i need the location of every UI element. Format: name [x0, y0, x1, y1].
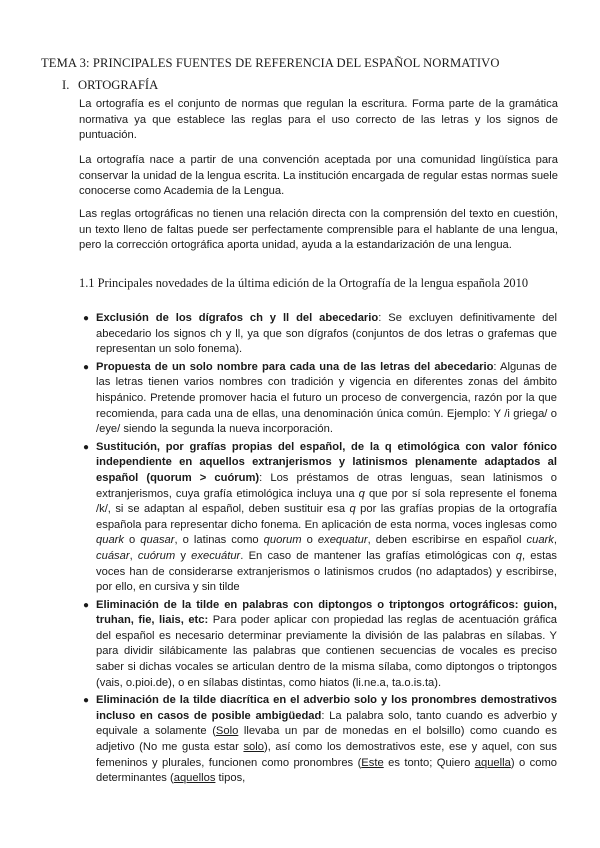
novelties-list: [83, 311, 558, 789]
underlined-word: aquella: [474, 756, 511, 769]
list-item: [83, 440, 558, 596]
bullet-icon: ●: [83, 695, 90, 707]
text-run: es tonto; Quiero: [383, 756, 475, 769]
list-item-heading: Sustitución, por grafías propias del español, de la q etimológica con valor fónico independiente en aquellos extranjerismos y latinismos plenamente adaptados al español (quorum > cuórum): [96, 440, 557, 484]
italic-word: exequatur: [317, 534, 368, 547]
section-number: I.: [62, 78, 70, 92]
list-item-heading: Eliminación de la tilde diacrítica en el adverbio solo y los pronombres demostrativos incluso en casos de posible ambigüedad: [96, 694, 557, 722]
underlined-word: aquellos: [173, 772, 216, 785]
text-run: , estas voces han de considerarse extranjerismos o latinismos crudos (no adaptados) y escribirse, por ello, en cursiva y sin tilde: [96, 549, 558, 594]
text-run: : La palabra solo, tanto cuando es adverbio y equivale a solamente (: [96, 709, 558, 738]
list-item: [83, 360, 557, 438]
document-title: TEMA 3: PRINCIPALES FUENTES DE REFERENCIA DEL ESPAÑOL NORMATIVO: [41, 56, 500, 70]
text-run: , deben escribirse en español: [367, 534, 527, 547]
text-run: llevaba un par de monedas en el bolsillo) como cuando es adjetivo (No me gusta estar: [96, 725, 557, 754]
bullet-icon: ●: [83, 599, 90, 611]
section-heading: [62, 78, 158, 93]
list-item-heading: Eliminación de la tilde en palabras con diptongos o triptongos ortográficos: guion, truhan, fie, liais, etc:: [96, 598, 557, 627]
text-run: ,: [553, 534, 557, 547]
text-run: ) o como determinantes (: [96, 756, 557, 785]
italic-word: cuásar: [96, 549, 130, 562]
italic-word: cuark: [526, 534, 554, 547]
italic-word: q: [349, 503, 356, 516]
bullet-icon: ●: [83, 313, 90, 324]
list-item: [83, 311, 558, 358]
text-run: o: [124, 534, 141, 547]
text-run: tipos,: [215, 772, 246, 785]
underlined-word: solo: [243, 741, 264, 754]
text-run: o: [301, 534, 318, 547]
text-run: : Los préstamos de otras lenguas, sean latinismos o extranjerismos, cuya grafía etimológica incluya una: [96, 471, 557, 500]
italic-word: execuátur: [191, 549, 241, 562]
section-label: ORTOGRAFÍA: [78, 78, 159, 92]
italic-word: quorum: [263, 534, 302, 547]
underlined-word: Este: [361, 756, 384, 769]
text-run: . En caso de mantener las grafías etimológicas con: [240, 549, 516, 562]
list-item: [83, 693, 558, 787]
list-item-heading: Exclusión de los dígrafos ch y ll del abecedario: [96, 312, 379, 324]
bullet-icon: ●: [83, 441, 90, 453]
paragraph-definition: La ortografía es el conjunto de normas que regulan la escritura. Forma parte de la gramática normativa ya que establece las reglas para el uso correcto de las letras y los signos de puntuación.: [79, 98, 558, 142]
text-run: que por sí sola represente el fonema /k/, si se adaptan al español, deben sustituir esa: [96, 487, 557, 516]
text-run: , o latinas como: [174, 534, 264, 547]
list-item-text: : Algunas de las letras tienen varios nombres con tradición y vigencia en diferentes zonas del ámbito hispánico. Pretende promover hacia el futuro un proceso de convergencia, razón por la que recomienda, para cada una de ellas, una denominación única común. Ejemplo: Y /i griega/ o /eye/ siendo la segunda la nueva incorporación.: [96, 360, 557, 436]
text-run: y: [175, 549, 192, 562]
bullet-icon: ●: [83, 361, 90, 373]
text-run: ), así como los demostrativos este, ese y aquel, con sus femeninos y plurales, funcionen como pronombres (: [96, 741, 557, 769]
list-item-heading: Propuesta de un solo nombre para cada una de las letras del abecedario: [96, 360, 494, 373]
text-run: ,: [129, 549, 138, 562]
paragraph-rules: Las reglas ortográficas no tienen una relación directa con la comprensión del texto en cuestión, un texto lleno de faltas puede ser perfectamente comprensible para el hablante de una lengua, pero la corrección ortográfica aporta unidad, ayuda a la estandarización de una lengua.: [79, 208, 558, 252]
italic-word: q: [358, 487, 365, 500]
text-run: por las grafías propias de la ortografía española para representar dicho fonema. En aplicación de esta norma, voces inglesas como: [96, 503, 557, 531]
list-item-text: Para poder aplicar con propiedad las reglas de acentuación gráfica del español es necesario determinar previamente la división de las palabras en sílabas. Y para dividir silábicamente las palabras que contienen secuencias de vocales es preciso saber si dichas vocales se articulan dentro de la misma sílaba, como diptongos o triptongos (vais, o.pioi.de), o en sílabas distintas, como hiatos (li.ne.a, ta.o.is.ta).: [96, 614, 558, 689]
underlined-word: Solo: [215, 725, 239, 738]
italic-word: quasar: [140, 534, 175, 547]
italic-word: quark: [96, 534, 124, 547]
list-item: [83, 598, 558, 692]
subsection-heading: 1.1 Principales novedades de la última edición de la Ortografía de la lengua española 2010: [79, 276, 529, 290]
paragraph-origin: La ortografía nace a partir de una convención aceptada por una comunidad lingüística para conservar la unidad de la lengua escrita. La institución encargada de regular estas normas suele conocerse como Academia de la Lengua.: [79, 154, 558, 198]
italic-word: cuórum: [137, 549, 176, 562]
italic-word: q: [515, 549, 522, 562]
list-item-text: : Se excluyen definitivamente del abecedario los signos ch y ll, ya que son dígrafos (conjuntos de dos letras o grafemas que representan un solo fonema).: [96, 312, 558, 356]
